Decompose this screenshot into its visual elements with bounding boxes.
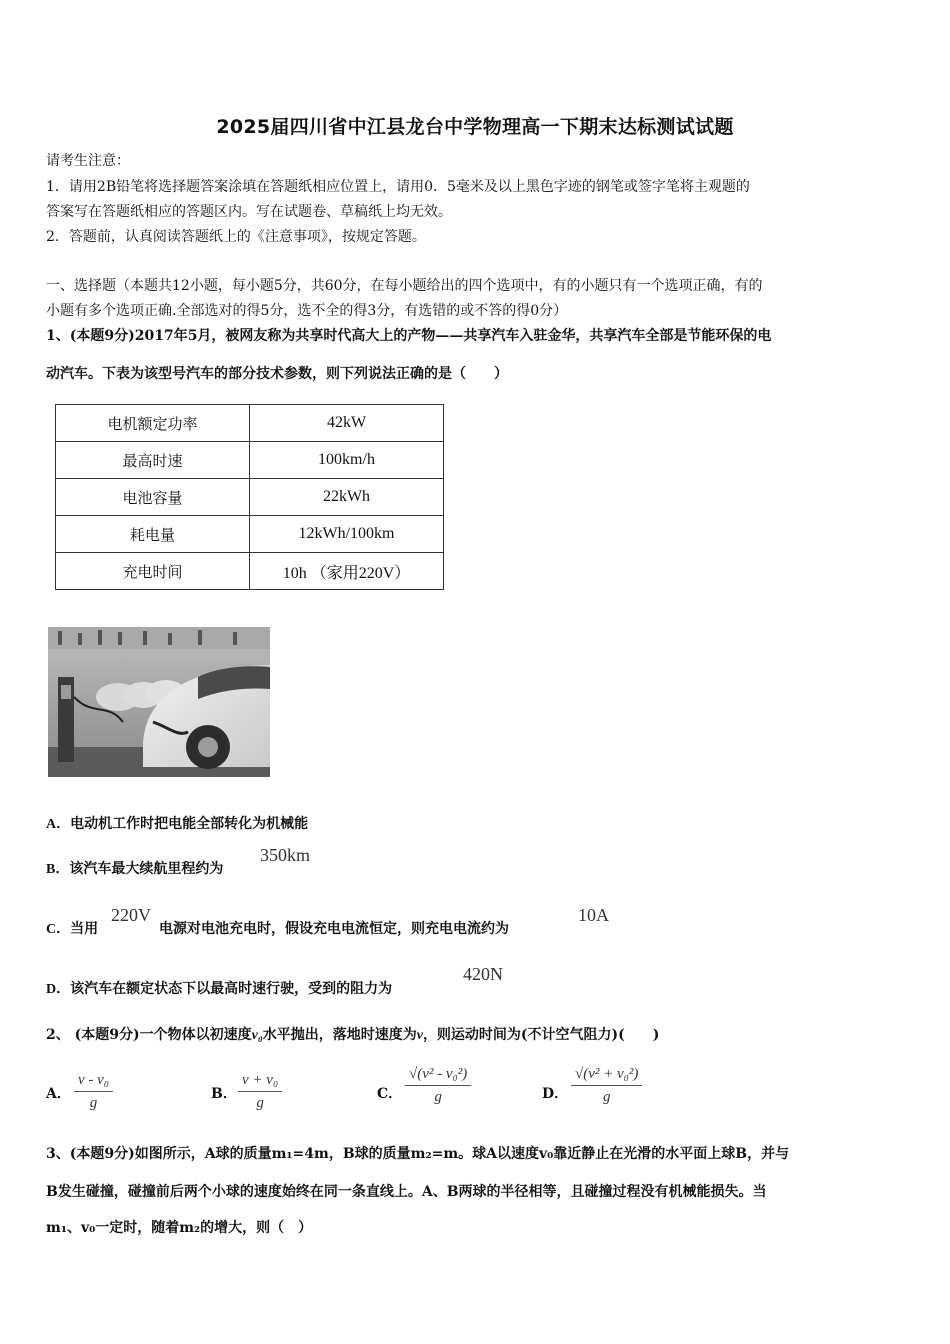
q1-option-d[interactable]: [46, 980, 392, 999]
section-1-intro-line-2: 小题有多个选项正确.全部选对的得5分，选不全的得3分，有选错的或不答的得0分）: [46, 303, 568, 319]
fraction-denominator: g: [256, 1095, 264, 1111]
q1-option-b-value: 350km: [260, 845, 311, 865]
fraction-denominator: g: [89, 1095, 98, 1111]
q2-initial-velocity: v₀: [251, 1028, 263, 1043]
q2-option-b-letter[interactable]: B．: [211, 1086, 237, 1102]
q2-option-c-letter[interactable]: C．: [377, 1086, 403, 1102]
q1-option-c-voltage: 220V: [111, 905, 151, 925]
option-text: 当用: [70, 921, 99, 937]
q2-option-a-letter[interactable]: A．: [46, 1086, 71, 1102]
spec-table: [55, 404, 444, 590]
option-letter: B．: [46, 862, 70, 877]
q1-option-d-value: 420N: [463, 964, 503, 984]
spec-value: 12kWh/100km: [250, 516, 444, 553]
spec-key: 电池容量: [56, 479, 250, 516]
q2-final-velocity: v: [416, 1028, 423, 1043]
q1-option-b[interactable]: [46, 860, 223, 879]
spec-value: 42kW: [250, 405, 444, 442]
shared-car-photo: [48, 627, 270, 777]
table-row: [56, 553, 444, 590]
option-text: 该汽车最大续航里程约为: [69, 861, 224, 877]
question-1-line-2: 动汽车。下表为该型号汽车的部分技术参数，则下列说法正确的是（ ）: [46, 366, 508, 382]
shared-car-illustration: [48, 627, 270, 777]
fraction-denominator: g: [434, 1089, 442, 1105]
question-3-line-3: m₁、v₀一定时，随着m₂的增大，则（ ）: [46, 1220, 313, 1236]
q2-option-a-formula: [74, 1072, 113, 1112]
spec-value: 100km/h: [250, 442, 444, 479]
question-1-line-1: 1、(本题9分)2017年5月，被网友称为共享时代高大上的产物——共享汽车入驻金华，共享汽车全部是节能环保的电: [46, 328, 772, 344]
fraction-numerator: v + v₀: [238, 1072, 282, 1092]
q1-option-a[interactable]: [46, 815, 308, 834]
notice-item-2: 2．答题前，认真阅读答题纸上的《注意事项》，按规定答题。: [46, 229, 426, 245]
notice-item-1-line-2: 答案写在答题纸相应的答题区内。写在试题卷、草稿纸上均无效。: [46, 204, 452, 220]
q1-option-c-current: 10A: [578, 905, 609, 925]
notice-item-1-line-1: 1．请用2B铅笔将选择题答案涂填在答题纸相应位置上，请用0．5毫米及以上黑色字迹的钢笔或签字笔将主观题的: [46, 179, 750, 195]
table-row: [56, 442, 444, 479]
option-letter: A．: [46, 817, 71, 832]
spec-key: 充电时间: [56, 553, 250, 590]
q2-option-d-formula: [571, 1066, 642, 1106]
option-letter: C．: [46, 922, 71, 937]
q2-suffix: ，则运动时间为(不计空气阻力)( ): [422, 1027, 660, 1043]
spec-value: 22kWh: [250, 479, 444, 516]
section-1-intro-line-1: 一、选择题（本题共12小题，每小题5分，共60分，在每小题给出的四个选项中，有的小题只有一个选项正确，有的: [46, 278, 763, 294]
option-text: 该汽车在额定状态下以最高时速行驶，受到的阻力为: [70, 981, 393, 997]
option-letter: D．: [46, 982, 71, 997]
q2-mid: 水平抛出，落地时速度为: [262, 1027, 417, 1043]
question-3-line-2: B发生碰撞，碰撞前后两个小球的速度始终在同一条直线上。A、B两球的半径相等，且碰撞过程没有机械能损失。当: [46, 1184, 767, 1200]
q1-option-c-text-2: 电源对电池充电时，假设充电电流恒定，则充电电流约为: [159, 921, 509, 937]
q2-option-d-letter[interactable]: D．: [542, 1086, 569, 1102]
table-row: [56, 479, 444, 516]
table-row: [56, 405, 444, 442]
spec-key: 耗电量: [56, 516, 250, 553]
question-2-stem: [46, 1026, 908, 1045]
option-text: 电动机工作时把电能全部转化为机械能: [70, 816, 309, 832]
table-row: [56, 516, 444, 553]
spec-key: 电机额定功率: [56, 405, 250, 442]
spec-key: 最高时速: [56, 442, 250, 479]
question-3-line-1: 3、(本题9分)如图所示，A球的质量m₁=4m，B球的质量m₂=m。球A以速度v₀靠近静止在光滑的水平面上球B，并与: [46, 1146, 790, 1162]
notice-heading: 请考生注意：: [46, 153, 130, 169]
spec-value: 10h （家用220V）: [250, 553, 444, 590]
q2-option-b-formula: [238, 1072, 282, 1112]
page-title: 2025届四川省中江县龙台中学物理高一下期末达标测试试题: [216, 116, 734, 138]
fraction-numerator: v - v₀: [74, 1072, 113, 1092]
q1-option-c[interactable]: [46, 920, 98, 939]
fraction-denominator: g: [602, 1089, 611, 1105]
fraction-numerator: √(v² - v₀²): [405, 1066, 471, 1086]
fraction-numerator: √(v² + v₀²): [571, 1066, 642, 1086]
q2-prefix: 2、 (本题9分)一个物体以初速度: [46, 1027, 252, 1043]
q2-option-c-formula: [405, 1066, 471, 1106]
